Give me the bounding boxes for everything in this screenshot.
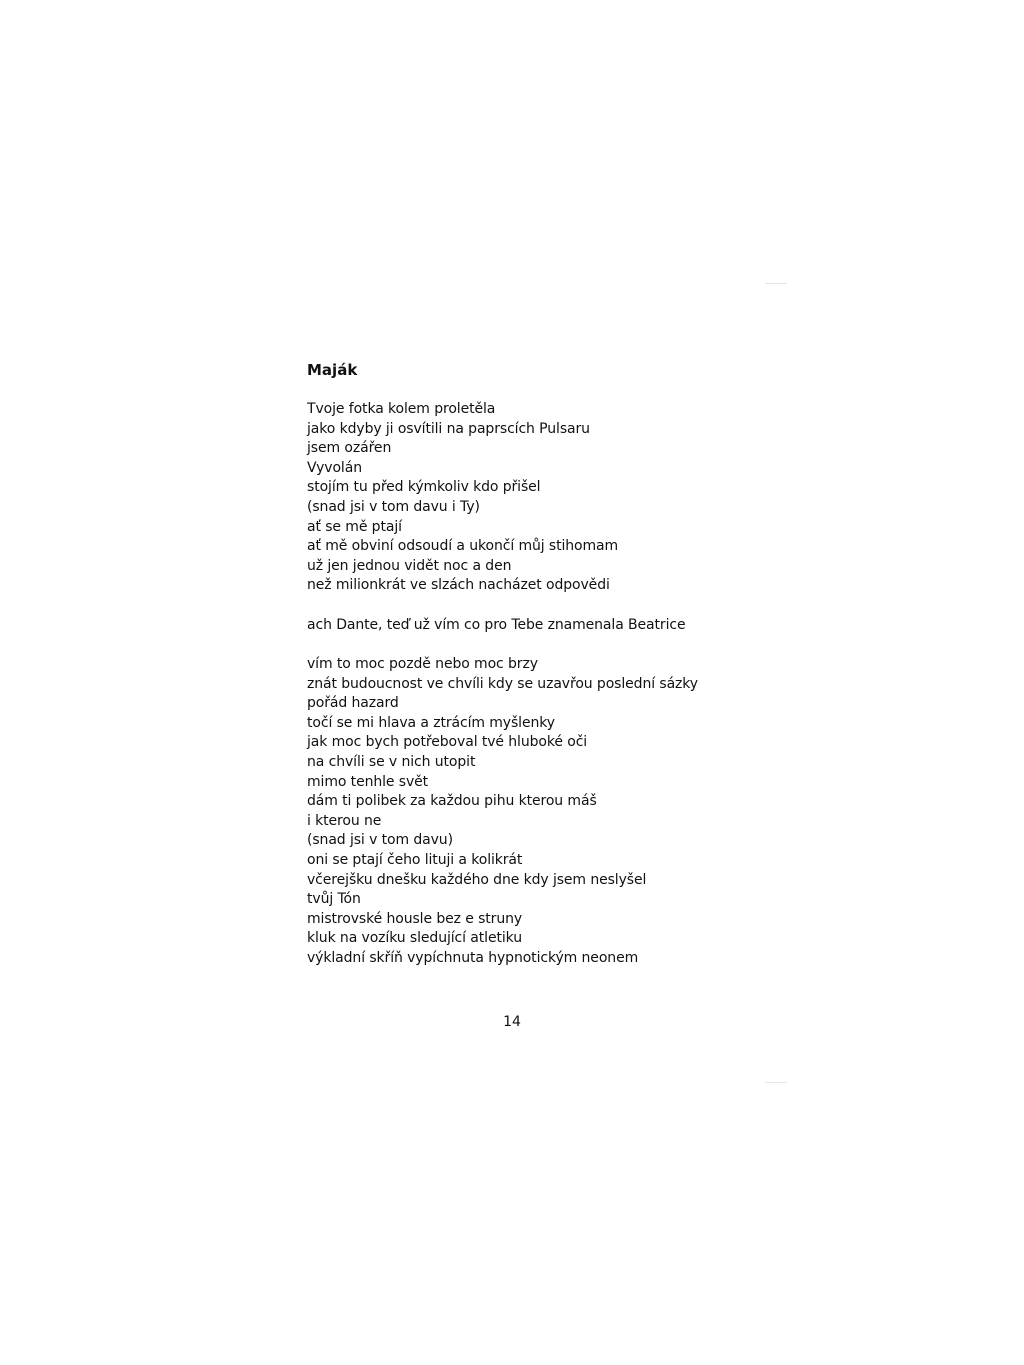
poem-line: jak moc bych potřeboval tvé hluboké oči (307, 734, 588, 751)
poem-line: mistrovské housle bez e struny (307, 910, 523, 927)
crop-mark-top (765, 283, 787, 284)
poem-line: Tvoje fotka kolem proletěla (307, 401, 496, 417)
poem-line: vím to moc pozdě nebo moc brzy (307, 656, 538, 672)
poem-line: oni se ptají čeho lituji a kolikrát (307, 851, 523, 868)
poem-line: Vyvolán (307, 459, 362, 476)
poem-line: na chvíli se v nich utopit (307, 753, 476, 770)
poem-line: už jen jednou vidět noc a den (307, 557, 512, 574)
poem-line: dám ti polibek za každou pihu kterou máš (307, 793, 597, 810)
poem-line: včerejšku dnešku každého dne kdy jsem neslyšel (307, 871, 647, 888)
poem-line: stojím tu před kýmkoliv kdo přišel (307, 479, 541, 496)
poem-line: mimo tenhle svět (307, 773, 429, 790)
poem-line: výkladní skříň vypíchnuta hypnotickým neonem (307, 949, 639, 966)
poem-line: kluk na vozíku sledující atletiku (307, 930, 522, 947)
poem-line: ach Dante, teď už vím co pro Tebe znamenala Beatrice (307, 617, 686, 633)
crop-mark-bottom (765, 1082, 787, 1083)
poem-line: točí se mi hlava a ztrácím myšlenky (307, 714, 555, 731)
poem-line: znát budoucnost ve chvíli kdy se uzavřou poslední sázky (307, 675, 698, 692)
poem-line: jsem ozářen (307, 440, 392, 457)
poem-line: i kterou ne (307, 812, 382, 829)
poem-title: Maják (307, 361, 358, 379)
poem-line: (snad jsi v tom davu) (307, 832, 453, 849)
poem-line: ať se mě ptají (307, 518, 402, 535)
page-number: 14 (503, 1014, 521, 1030)
stanza-3 (307, 655, 698, 969)
poem-line: než milionkrát ve slzách nacházet odpovědi (307, 577, 610, 594)
stanza-2 (307, 616, 685, 636)
poem-line: (snad jsi v tom davu i Ty) (307, 498, 480, 515)
poem-line: pořád hazard (307, 695, 399, 712)
poem-line: ať mě obviní odsoudí a ukončí můj stihomam (307, 538, 619, 555)
poem-line: tvůj Tón (307, 891, 361, 908)
stanza-1 (307, 400, 618, 596)
poem-line: jako kdyby ji osvítili na paprscích Pulsaru (307, 420, 590, 437)
